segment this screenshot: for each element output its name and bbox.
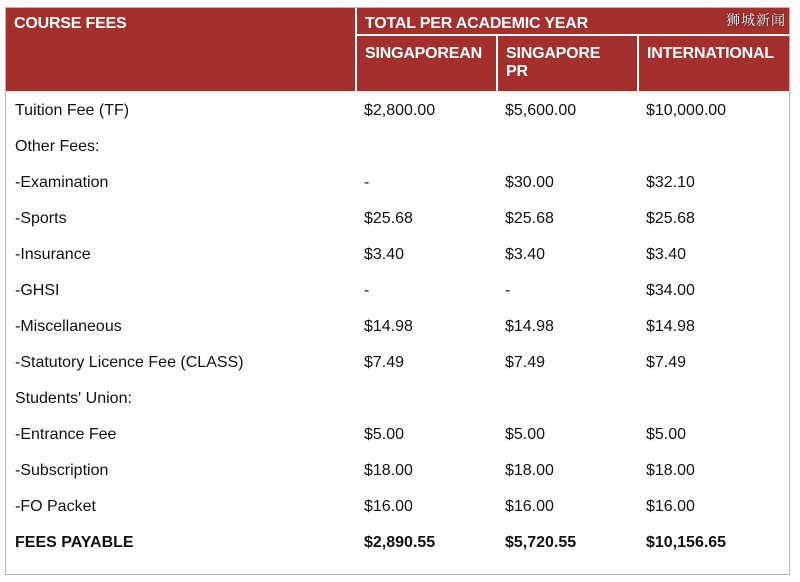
singapore-pr-fee: $25.68	[505, 210, 554, 227]
singaporean-fee: -	[364, 174, 370, 191]
singapore-pr-fee: $14.98	[505, 318, 554, 335]
international-fee	[638, 381, 789, 417]
fee-rows	[6, 92, 789, 561]
singapore-pr-fee: $16.00	[505, 498, 554, 515]
international-fee	[638, 129, 789, 165]
header-singaporean: SINGAPOREAN	[356, 35, 497, 92]
singaporean-fee: $14.98	[364, 318, 413, 335]
singapore-pr-fee: $5,720.55	[505, 534, 577, 551]
table-row	[6, 309, 789, 345]
watermark-text: 狮城新闻	[726, 13, 786, 29]
row-label: Tuition Fee (TF)	[15, 102, 130, 119]
international-fee: $34.00	[646, 282, 695, 299]
international-fee: $18.00	[646, 462, 695, 479]
international-fee: $10,000.00	[646, 102, 727, 119]
header-course-fees: COURSE FEES	[6, 8, 356, 92]
row-label: FEES PAYABLE	[15, 534, 134, 551]
international-fee: $3.40	[646, 246, 687, 263]
row-label: Other Fees:	[15, 138, 100, 155]
international-fee: $7.49	[646, 354, 687, 371]
singaporean-fee: $18.00	[364, 462, 413, 479]
singapore-pr-fee: $30.00	[505, 174, 554, 191]
singaporean-fee: $7.49	[364, 354, 405, 371]
table-row	[6, 237, 789, 273]
row-label: Students' Union:	[15, 390, 132, 407]
singaporean-fee: $16.00	[364, 498, 413, 515]
singapore-pr-fee: $5.00	[505, 426, 546, 443]
table-row	[6, 165, 789, 201]
singaporean-fee: -	[364, 282, 370, 299]
table-row	[6, 345, 789, 381]
international-fee: $14.98	[646, 318, 695, 335]
row-label: -Miscellaneous	[15, 318, 122, 335]
singapore-pr-fee: $7.49	[505, 354, 546, 371]
table-row	[6, 489, 789, 525]
singapore-pr-fee	[497, 129, 638, 165]
table-row	[6, 92, 789, 129]
singaporean-fee: $3.40	[364, 246, 405, 263]
international-fee: $32.10	[646, 174, 695, 191]
singapore-pr-fee	[497, 381, 638, 417]
singaporean-fee	[356, 129, 497, 165]
singapore-pr-fee: $3.40	[505, 246, 546, 263]
singapore-pr-fee: $5,600.00	[505, 102, 577, 119]
header-singapore-pr	[497, 35, 638, 92]
table-row	[6, 381, 789, 417]
table-header	[6, 8, 789, 92]
row-label: -Statutory Licence Fee (CLASS)	[15, 354, 244, 371]
row-label: -FO Packet	[15, 498, 96, 515]
international-fee: $5.00	[646, 426, 687, 443]
header-total-per-academic-year: TOTAL PER ACADEMIC YEAR	[356, 8, 789, 35]
fees-table-frame	[5, 7, 790, 575]
singaporean-fee	[356, 381, 497, 417]
header-international: INTERNATIONAL	[638, 35, 789, 92]
international-fee: $10,156.65	[646, 534, 727, 551]
table-row	[6, 453, 789, 489]
table-row	[6, 201, 789, 237]
singaporean-fee: $25.68	[364, 210, 413, 227]
table-row	[6, 525, 789, 561]
row-label: -Examination	[15, 174, 109, 191]
header-singapore-pr-label: SINGAPORE PR	[506, 45, 601, 80]
row-label: -Entrance Fee	[15, 426, 117, 443]
row-label: -Insurance	[15, 246, 91, 263]
international-fee: $25.68	[646, 210, 695, 227]
singaporean-fee: $5.00	[364, 426, 405, 443]
singaporean-fee: $2,800.00	[364, 102, 436, 119]
row-label: -Sports	[15, 210, 67, 227]
singapore-pr-fee: $18.00	[505, 462, 554, 479]
singapore-pr-fee: -	[505, 282, 511, 299]
table-row	[6, 417, 789, 453]
singaporean-fee: $2,890.55	[364, 534, 436, 551]
course-fees-table	[6, 8, 789, 561]
table-row	[6, 129, 789, 165]
international-fee: $16.00	[646, 498, 695, 515]
row-label: -GHSI	[15, 282, 60, 299]
row-label: -Subscription	[15, 462, 109, 479]
table-row	[6, 273, 789, 309]
